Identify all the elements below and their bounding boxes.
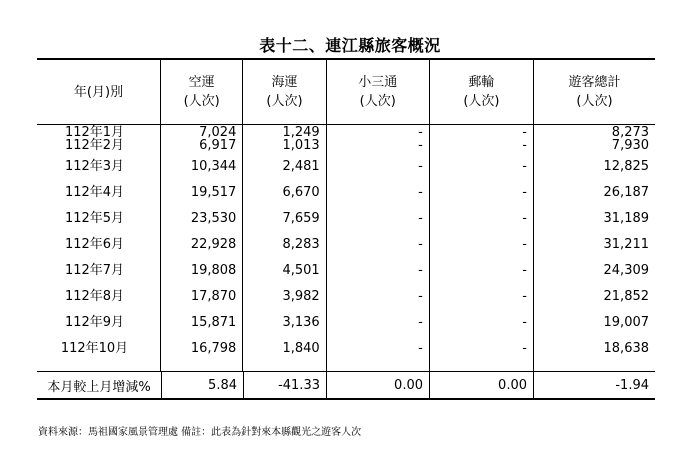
cell-mini-three-links: - — [418, 125, 423, 140]
cell-total: 8,273 — [611, 125, 650, 140]
cell-period: 112年3月 — [64, 159, 125, 174]
cell-period: 112年2月 — [64, 138, 125, 153]
header-air-label: 空運 — [188, 75, 215, 90]
column-cruise — [429, 125, 533, 371]
cell-air: 17,870 — [190, 289, 237, 304]
column-mini-three-links — [326, 125, 429, 371]
cell-mini-three-links: - — [418, 263, 423, 278]
visitor-table — [37, 58, 655, 400]
cell-air: 23,530 — [190, 211, 237, 226]
cell-mini-three-links: - — [418, 211, 423, 226]
cell-mini-three-links: - — [418, 138, 423, 153]
source-note: 資料來源：馬祖國家風景管理處 備註：此表為針對來本縣觀光之遊客人次 — [38, 427, 362, 438]
cell-air: 16,798 — [190, 341, 237, 356]
change-label: 本月較上月增減% — [47, 379, 151, 395]
cell-mini-three-links: - — [418, 289, 423, 304]
cell-cruise: - — [522, 125, 527, 140]
cell-air: 15,871 — [190, 315, 237, 330]
header-mini-three-links-unit: (人次) — [359, 94, 396, 109]
column-air — [160, 125, 242, 371]
cell-period: 112年4月 — [64, 185, 125, 200]
cell-total: 26,187 — [603, 185, 650, 200]
change-mini-three-links: 0.00 — [326, 372, 429, 398]
header-total-label: 遊客總計 — [568, 75, 621, 90]
cell-cruise: - — [522, 211, 527, 226]
cell-sea: 1,840 — [282, 341, 320, 356]
table-body — [37, 125, 655, 372]
cell-cruise: - — [522, 341, 527, 356]
cell-sea: 1,249 — [282, 125, 320, 140]
cell-cruise: - — [522, 263, 527, 278]
cell-total: 18,638 — [603, 341, 650, 356]
header-mini-three-links-label: 小三通 — [358, 75, 398, 90]
cell-total: 12,825 — [603, 159, 650, 174]
cell-cruise: - — [522, 159, 527, 174]
cell-period: 112年8月 — [64, 289, 125, 304]
cell-sea: 4,501 — [282, 263, 320, 278]
cell-air: 19,808 — [190, 263, 237, 278]
cell-air: 22,928 — [190, 237, 237, 252]
header-total-unit: (人次) — [576, 94, 613, 109]
header-period-label: 年(月)別 — [73, 84, 124, 100]
cell-sea: 6,670 — [282, 185, 320, 200]
cell-total: 31,189 — [603, 211, 650, 226]
cell-period: 112年9月 — [64, 315, 125, 330]
cell-air: 19,517 — [190, 185, 237, 200]
cell-air: 10,344 — [190, 159, 237, 174]
header-sea-unit: (人次) — [266, 94, 303, 109]
cell-sea: 1,013 — [282, 138, 320, 153]
cell-mini-three-links: - — [418, 185, 423, 200]
cell-mini-three-links: - — [418, 159, 423, 174]
header-cruise-unit: (人次) — [463, 94, 500, 109]
cell-period: 112年7月 — [64, 263, 125, 278]
cell-sea: 2,481 — [282, 159, 320, 174]
cell-mini-three-links: - — [418, 315, 423, 330]
cell-total: 7,930 — [611, 138, 650, 153]
cell-sea: 7,659 — [282, 211, 320, 226]
change-sea: -41.33 — [243, 372, 326, 398]
change-cruise: 0.00 — [429, 372, 533, 398]
change-row — [37, 372, 655, 398]
cell-cruise: - — [522, 185, 527, 200]
cell-total: 19,007 — [603, 315, 650, 330]
column-sea — [242, 125, 325, 371]
cell-cruise: - — [522, 289, 527, 304]
cell-cruise: - — [522, 237, 527, 252]
header-cruise-label: 郵輪 — [468, 75, 495, 90]
cell-period: 112年10月 — [60, 341, 129, 356]
header-air — [160, 60, 242, 124]
header-sea-label: 海運 — [271, 75, 298, 90]
header-air-unit: (人次) — [183, 94, 220, 109]
cell-total: 24,309 — [603, 263, 650, 278]
header-mini-three-links — [326, 60, 429, 124]
header-period — [37, 60, 160, 124]
cell-period: 112年5月 — [64, 211, 125, 226]
cell-cruise: - — [522, 138, 527, 153]
cell-total: 31,211 — [603, 237, 650, 252]
cell-total: 21,852 — [603, 289, 650, 304]
cell-mini-three-links: - — [418, 237, 423, 252]
column-period — [37, 125, 160, 371]
table-title: 表十二、連江縣旅客概況 — [259, 36, 441, 55]
cell-cruise: - — [522, 315, 527, 330]
cell-sea: 3,982 — [282, 289, 320, 304]
cell-period: 112年6月 — [64, 237, 125, 252]
cell-sea: 3,136 — [282, 315, 320, 330]
header-cruise — [429, 60, 533, 124]
change-air: 5.84 — [161, 372, 243, 398]
column-total — [533, 125, 655, 371]
cell-air: 6,917 — [199, 138, 237, 153]
cell-air: 7,024 — [199, 125, 237, 140]
cell-period: 112年1月 — [64, 125, 125, 140]
header-sea — [242, 60, 325, 124]
header-total — [533, 60, 655, 124]
cell-mini-three-links: - — [418, 341, 423, 356]
cell-sea: 8,283 — [282, 237, 320, 252]
table-header — [37, 60, 655, 125]
change-total: -1.94 — [533, 372, 655, 398]
